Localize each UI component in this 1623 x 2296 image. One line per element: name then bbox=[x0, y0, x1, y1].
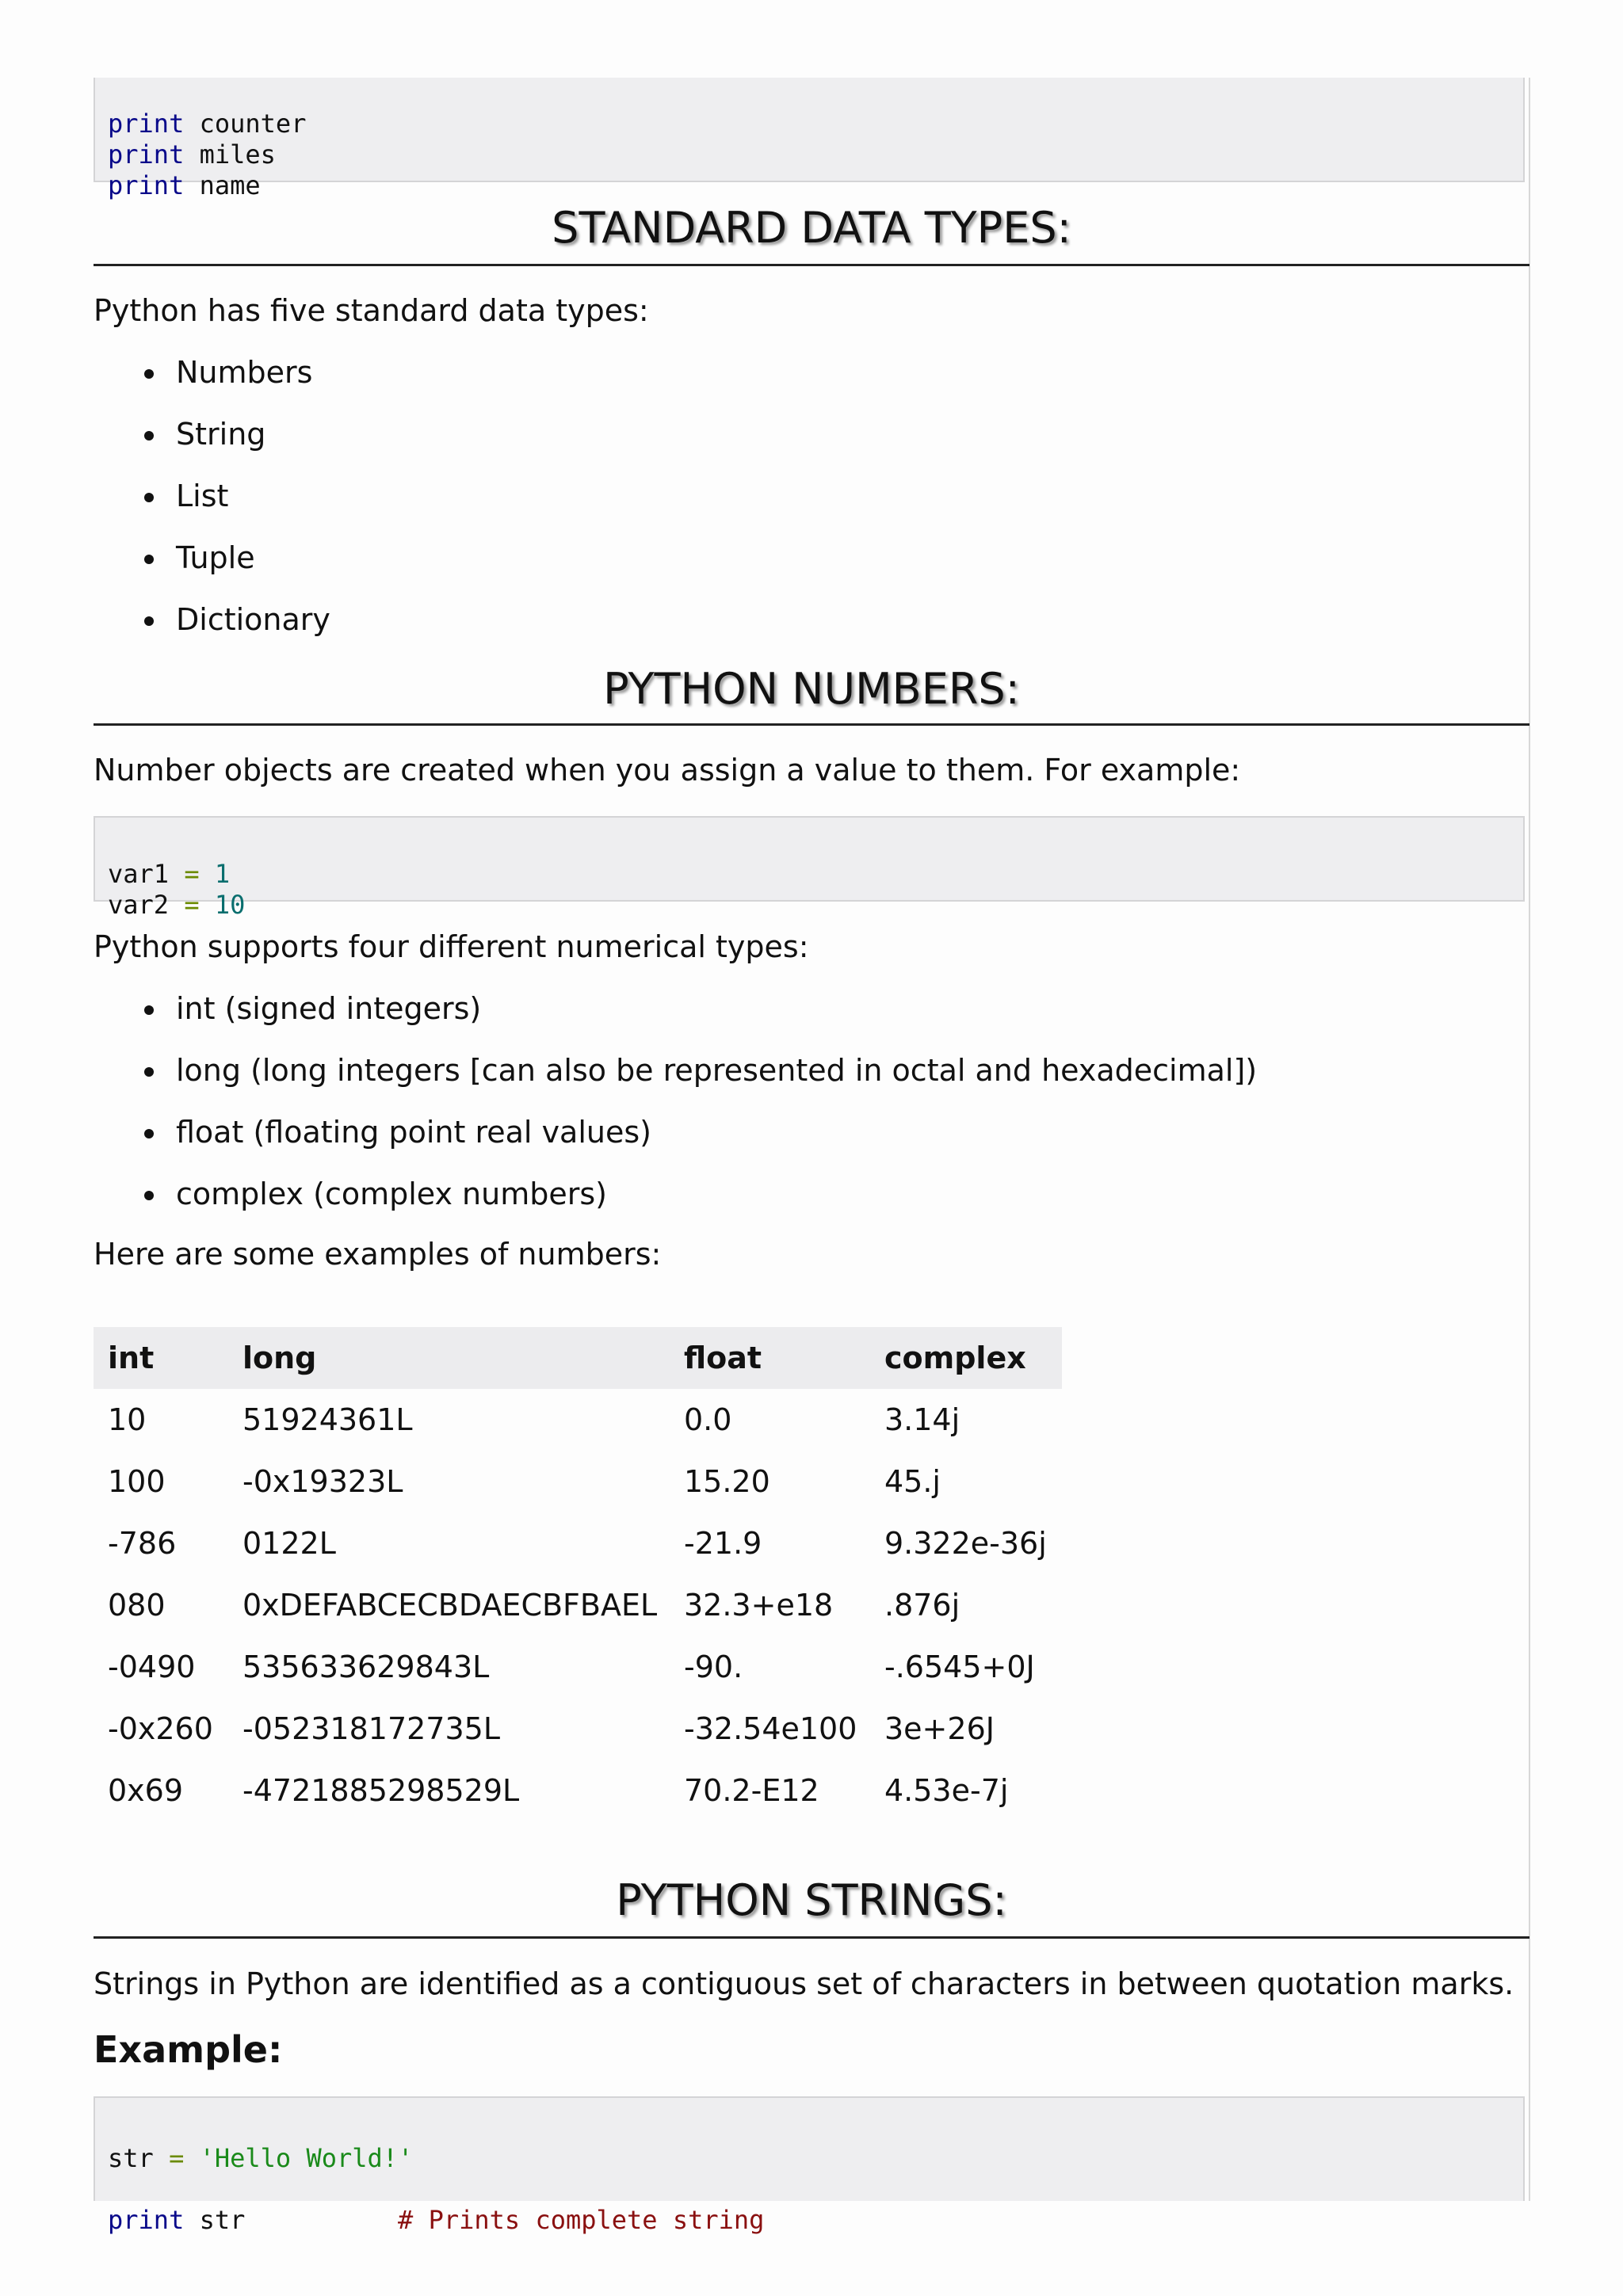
table-cell: 080 bbox=[108, 1588, 166, 1623]
code-line: print miles bbox=[108, 139, 276, 170]
bullet-icon bbox=[144, 1067, 154, 1077]
bullet-icon bbox=[144, 555, 154, 564]
number-examples-table bbox=[94, 1327, 1062, 1821]
table-cell: -21.9 bbox=[684, 1526, 762, 1561]
column-header-float: float bbox=[670, 1327, 870, 1389]
code-line: print str # Prints complete string bbox=[108, 2205, 765, 2235]
heading-underline bbox=[94, 1936, 1529, 1939]
code-line: var1 = 1 bbox=[108, 859, 231, 889]
bullet-icon bbox=[144, 369, 154, 379]
list-item: Tuple bbox=[94, 540, 1520, 601]
list-item: int (signed integers) bbox=[94, 990, 1520, 1052]
column-header-complex: complex bbox=[870, 1327, 1062, 1389]
list-item: Numbers bbox=[94, 354, 1520, 416]
example-heading: Example: bbox=[94, 2028, 283, 2071]
list-item: List bbox=[94, 478, 1520, 540]
list-item: String bbox=[94, 416, 1520, 478]
code-line: print counter bbox=[108, 109, 307, 139]
code-block-var-assign bbox=[94, 816, 1525, 920]
table-cell: 0x69 bbox=[108, 1773, 184, 1808]
heading-underline bbox=[94, 264, 1529, 266]
table-cell: 9.322e-36j bbox=[884, 1526, 1047, 1561]
table-row bbox=[94, 1636, 1062, 1698]
table-cell: -786 bbox=[108, 1526, 177, 1561]
code-block-string-example bbox=[94, 2096, 1525, 2235]
table-row bbox=[94, 1512, 1062, 1574]
bullet-icon bbox=[144, 431, 154, 441]
heading-python-numbers: PYTHON NUMBERS: bbox=[603, 664, 1020, 714]
table-cell: 45.j bbox=[884, 1464, 941, 1499]
heading-underline bbox=[94, 723, 1529, 726]
table-cell: 535633629843L bbox=[242, 1650, 490, 1684]
numbers-intro: Number objects are created when you assign a value to them. For example: bbox=[94, 753, 1241, 788]
heading-standard-data-types: STANDARD DATA TYPES: bbox=[552, 203, 1071, 253]
table-cell: -052318172735L bbox=[242, 1711, 501, 1746]
table-cell: 15.20 bbox=[684, 1464, 770, 1499]
table-cell: -0490 bbox=[108, 1650, 196, 1684]
numeric-types-list bbox=[94, 990, 1520, 1238]
table-cell: 10 bbox=[108, 1402, 147, 1437]
table-cell: -32.54e100 bbox=[684, 1711, 857, 1746]
table-cell: 32.3+e18 bbox=[684, 1588, 834, 1623]
table-cell: 3.14j bbox=[884, 1402, 960, 1437]
column-header-long: long bbox=[228, 1327, 670, 1389]
data-types-intro: Python has five standard data types: bbox=[94, 293, 649, 328]
table-row bbox=[94, 1698, 1062, 1760]
table-cell: 100 bbox=[108, 1464, 166, 1499]
table-cell: 51924361L bbox=[242, 1402, 413, 1437]
table-cell: 70.2-E12 bbox=[684, 1773, 819, 1808]
table-cell: .876j bbox=[884, 1588, 960, 1623]
table-header-row bbox=[94, 1327, 1062, 1389]
table-cell: 0122L bbox=[242, 1526, 336, 1561]
table-cell: 3e+26J bbox=[884, 1711, 995, 1746]
list-item: long (long integers [can also be represented in octal and hexadecimal]) bbox=[94, 1052, 1520, 1114]
table-row bbox=[94, 1389, 1062, 1451]
table-cell: -0x19323L bbox=[242, 1464, 403, 1499]
table-cell: -0x260 bbox=[108, 1711, 213, 1746]
bullet-icon bbox=[144, 1005, 154, 1015]
column-header-int: int bbox=[94, 1327, 228, 1389]
bullet-icon bbox=[144, 493, 154, 502]
list-item: Dictionary bbox=[94, 601, 1520, 663]
code-line: str = 'Hello World!' bbox=[108, 2143, 414, 2173]
table-row bbox=[94, 1574, 1062, 1636]
list-item: complex (complex numbers) bbox=[94, 1176, 1520, 1238]
bullet-icon bbox=[144, 616, 154, 626]
numeric-types-intro: Python supports four different numerical types: bbox=[94, 929, 809, 964]
table-row bbox=[94, 1451, 1062, 1512]
code-blank-line bbox=[108, 2174, 1510, 2205]
table-cell: 0.0 bbox=[684, 1402, 732, 1437]
heading-python-strings: PYTHON STRINGS: bbox=[616, 1875, 1007, 1925]
table-cell: -4721885298529L bbox=[242, 1773, 520, 1808]
list-item: float (floating point real values) bbox=[94, 1114, 1520, 1176]
table-row bbox=[94, 1760, 1062, 1821]
code-line: print name bbox=[108, 170, 261, 200]
bullet-icon bbox=[144, 1129, 154, 1138]
table-cell: 0xDEFABCECBDAECBFBAEL bbox=[242, 1588, 658, 1623]
strings-intro: Strings in Python are identified as a contiguous set of characters in between quotation marks. bbox=[94, 1966, 1514, 2001]
bullet-icon bbox=[144, 1191, 154, 1200]
examples-intro: Here are some examples of numbers: bbox=[94, 1237, 662, 1272]
code-line: var2 = 10 bbox=[108, 890, 246, 920]
data-types-list bbox=[94, 354, 1520, 663]
table-cell: -.6545+0J bbox=[884, 1650, 1035, 1684]
code-block-print-vars bbox=[94, 78, 1525, 200]
table-cell: -90. bbox=[684, 1650, 743, 1684]
table-cell: 4.53e-7j bbox=[884, 1773, 1009, 1808]
